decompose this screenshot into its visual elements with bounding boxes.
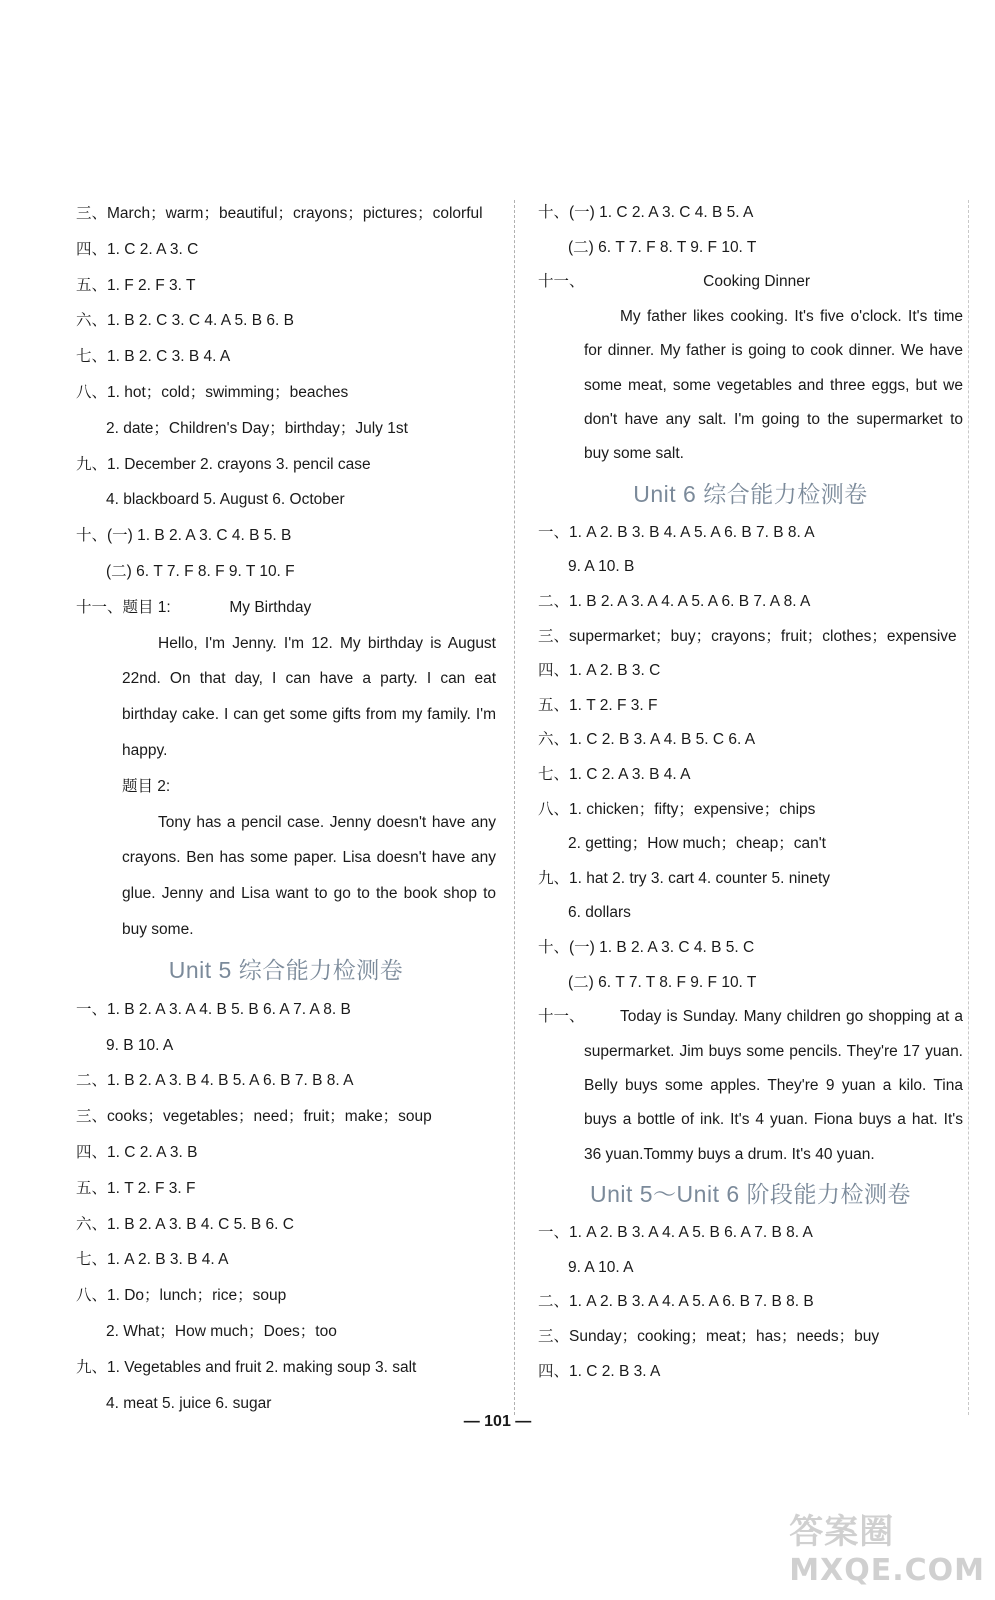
right-column	[538, 196, 963, 1389]
answer-line: 一、1. A 2. B 3. B 4. A 5. A 6. B 7. B 8. A	[538, 523, 815, 541]
answer-line: 9. B 10. A	[106, 1036, 174, 1054]
answer-line: (二) 6. T 7. T 8. F 9. F 10. T	[568, 973, 757, 991]
answer-line: 七、1. B 2. C 3. B 4. A	[76, 348, 231, 366]
answer-line: 六、1. B 2. C 3. C 4. A 5. B 6. B	[76, 312, 294, 330]
answer-line: 七、1. C 2. A 3. B 4. A	[538, 765, 691, 783]
answer-line: 十、(一) 1. C 2. A 3. C 4. B 5. A	[538, 204, 754, 221]
question-label: 十一、	[538, 1008, 585, 1026]
essay-header	[76, 590, 496, 626]
section-heading: Unit 5 综合能力检测卷	[168, 956, 404, 983]
answer-line: 二、1. B 2. A 3. A 4. A 5. A 6. B 7. A 8. A	[538, 593, 811, 610]
section-heading: Unit 6 综合能力检测卷	[633, 480, 868, 507]
essay-block	[538, 1000, 963, 1172]
answer-line: (二) 6. T 7. F 8. T 9. F 10. T	[568, 238, 757, 256]
essay-text: Today is Sunday. Many children go shopping at a supermarket. Jim buys some pencils. They're 17 yuan. Belly buys some apples. They're 9 yuan a kilo. Tina buys a bottle of ink. It's 4 yuan. Fiona buys a hat. It's 36 yuan.Tommy buys a drum. It's 40 yuan.	[584, 1008, 963, 1163]
column-divider	[514, 200, 515, 1415]
answer-line: 十、(一) 1. B 2. A 3. C 4. B 5. C	[538, 938, 755, 956]
answer-line: 八、1. hot；cold；swimming；beaches	[76, 383, 349, 401]
page-number: — 101 —	[463, 1413, 532, 1430]
answer-line: 二、1. B 2. A 3. B 4. B 5. A 6. B 7. B 8. A	[76, 1072, 354, 1090]
answer-line: 三、supermarket；buy；crayons；fruit；clothes；expensive	[538, 627, 957, 645]
essay-text: Hello, I'm Jenny. I'm 12. My birthday is August 22nd. On that day, I can have a party. I can eat birthday cake. I can get some gifts from my family. I'm happy.	[122, 634, 496, 759]
answer-line: 九、1. December 2. crayons 3. pencil case	[76, 455, 371, 473]
answer-line: 六、1. C 2. B 3. A 4. B 5. C 6. A	[538, 731, 756, 749]
answer-line: 五、1. T 2. F 3. F	[538, 696, 658, 714]
answer-line: 4. blackboard 5. August 6. October	[106, 491, 345, 509]
answer-line: 2. What；How much；Does；too	[106, 1322, 337, 1340]
essay-text: Tony has a pencil case. Jenny doesn't have any crayons. Ben has some paper. Lisa doesn't have any glue. Jenny and Lisa want to go to the book shop to buy some.	[122, 813, 496, 938]
answer-line: 八、1. Do；lunch；rice；soup	[76, 1287, 287, 1305]
answer-line: 四、1. A 2. B 3. C	[538, 662, 661, 680]
answer-line: 四、1. C 2. B 3. A	[538, 1362, 661, 1380]
question-label: 十一、题目 1:	[76, 598, 171, 616]
edge-divider	[968, 200, 969, 1415]
essay-text: My father likes cooking. It's five o'clock. It's time for dinner. My father is going to cook dinner. We have some meat, some vegetables and three eggs, but we don't have any salt. I'm going to the supermarket to buy some salt.	[584, 307, 963, 463]
essay-header	[538, 265, 963, 300]
answer-line: 五、1. T 2. F 3. F	[76, 1179, 196, 1197]
essay-title: My Birthday	[229, 598, 312, 616]
answer-line: (二) 6. T 7. F 8. F 9. T 10. F	[106, 562, 295, 580]
answer-line: 六、1. B 2. A 3. B 4. C 5. B 6. C	[76, 1215, 294, 1233]
answer-line: 四、1. C 2. A 3. B	[76, 1143, 198, 1161]
question-label: 题目 2:	[122, 777, 171, 795]
answer-line: 9. A 10. B	[568, 558, 635, 576]
answer-line: 一、1. A 2. B 3. A 4. A 5. B 6. A 7. B 8. A	[538, 1224, 813, 1242]
question-label: 十一、	[538, 273, 585, 291]
watermark-logo: 答案圈 MXQE.COM	[789, 1512, 985, 1588]
answer-line: 四、1. C 2. A 3. C	[76, 240, 199, 258]
answer-line: 九、1. hat 2. try 3. cart 4. counter 5. ninety	[538, 869, 831, 887]
answer-line: 一、1. B 2. A 3. A 4. B 5. B 6. A 7. A 8. B	[76, 1000, 351, 1018]
answer-line: 4. meat 5. juice 6. sugar	[106, 1394, 272, 1412]
answer-line: 9. A 10. A	[568, 1258, 634, 1276]
answer-line: 2. getting；How much；cheap；can't	[568, 835, 826, 853]
answer-line: 八、1. chicken；fifty；expensive；chips	[538, 800, 816, 818]
left-column	[76, 196, 496, 1421]
essay-title: Cooking Dinner	[703, 273, 810, 291]
answer-line: 九、1. Vegetables and fruit 2. making soup 3. salt	[76, 1358, 417, 1376]
answer-line: 三、March；warm；beautiful；crayons；pictures；colorful	[76, 205, 483, 222]
answer-line: 2. date；Children's Day；birthday；July 1st	[106, 419, 408, 437]
answer-line: 五、1. F 2. F 3. T	[76, 276, 196, 294]
answer-line: 十、(一) 1. B 2. A 3. C 4. B 5. B	[76, 527, 292, 545]
answer-line: 七、1. A 2. B 3. B 4. A	[76, 1251, 229, 1269]
answer-line: 三、cooks；vegetables；need；fruit；make；soup	[76, 1108, 432, 1126]
answer-line: 三、Sunday；cooking；meat；has；needs；buy	[538, 1327, 880, 1345]
answer-line: 二、1. A 2. B 3. A 4. A 5. A 6. B 7. B 8. B	[538, 1293, 814, 1311]
section-heading: Unit 5～Unit 6 阶段能力检测卷	[589, 1181, 912, 1208]
answer-line: 6. dollars	[568, 904, 631, 922]
